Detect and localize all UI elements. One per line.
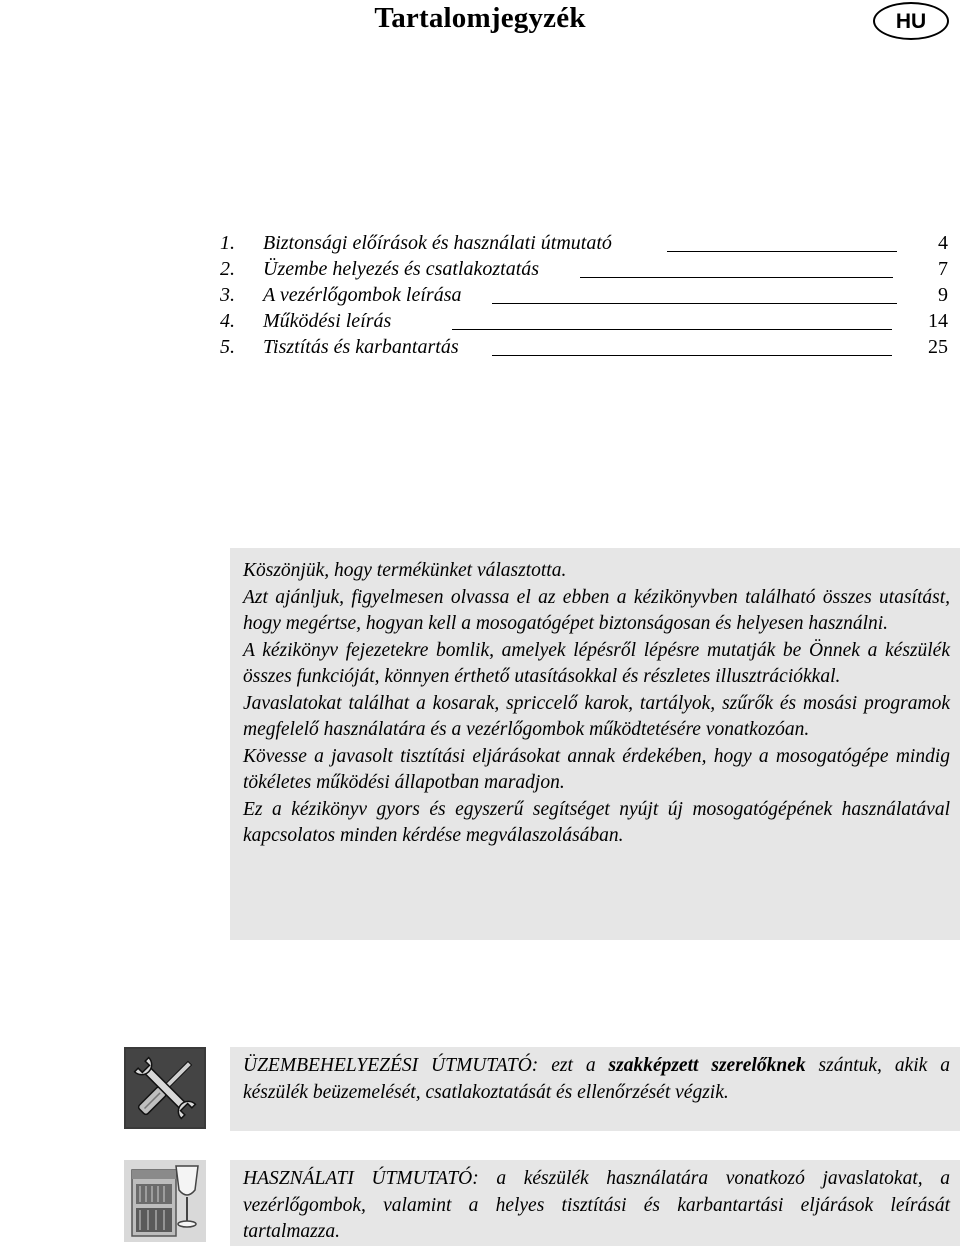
intro-paragraph: Javaslatokat találhat a kosarak, spriccelő karok, tartályok, szűrők és mosási programok megfelelő használatára és a vezérlőgombok működtetésére vonatkozóan.	[243, 692, 950, 740]
toc-item[interactable]	[220, 256, 960, 282]
intro-paragraph: A kézikönyv fejezetekre bomlik, amelyek lépésről lépésre mutatják be Önnek a készülék összes funkcióját, könnyen érthető utasításokkal és részletes illusztrációkkal.	[243, 639, 950, 687]
toc-label: Biztonsági előírások és használati útmutató	[263, 232, 612, 254]
toc-page-number: 7	[938, 258, 948, 280]
toc-number: 5.	[220, 336, 235, 358]
toc-number: 4.	[220, 310, 235, 332]
toc-leader-line	[492, 303, 897, 304]
toc-label: Működési leírás	[263, 310, 392, 332]
toc-number: 3.	[220, 284, 235, 306]
toc-page-number: 9	[938, 284, 948, 306]
installation-notice-lead: ÜZEMBEHELYEZÉSI ÚTMUTATÓ: ezt a	[243, 1055, 609, 1076]
toc-leader-line	[492, 355, 892, 356]
intro-paragraph: Köszönjük, hogy termékünket választotta.	[243, 560, 567, 581]
intro-paragraph: Ez a kézikönyv gyors és egyszerű segítséget nyújt új mosogatógépének használatával kapcsolatos minden kérdése megválaszolásában.	[243, 798, 950, 846]
installation-notice-rest: szántuk, akik a készülék beüzemelését, csatlakoztatását és ellenőrzését végzik.	[243, 1055, 951, 1103]
toc-page-number: 14	[928, 310, 948, 332]
toc-page-number: 4	[938, 232, 948, 254]
intro-paragraph: Kövesse a javasolt tisztítási eljárásokat annak érdekében, hogy a mosogatógépe mindig tökéletes működési állapotban maradjon.	[243, 745, 950, 793]
toc-page-number: 25	[928, 336, 948, 358]
toc-number: 2.	[220, 258, 235, 280]
installation-notice	[230, 1047, 960, 1131]
usage-notice: HASZNÁLATI ÚTMUTATÓ: a készülék használatára vonatkozó javaslatokat, a vezérlőgombok, valamint a helyes tisztítási és karbantartási eljárások leírását tartalmazza.	[230, 1160, 960, 1246]
installation-notice-emphasis: szakképzett szerelőknek	[608, 1055, 806, 1076]
toc-item[interactable]	[220, 308, 960, 334]
toc-item[interactable]	[220, 334, 960, 360]
tools-icon	[124, 1047, 206, 1129]
language-badge: HU	[873, 2, 949, 40]
intro-paragraph: Azt ajánljuk, figyelmesen olvassa el az ebben a kézikönyvben található összes utasítást, hogy megértse, hogyan kell a mosogatógépet biztonságosan és helyesen használni.	[243, 586, 950, 634]
toc-leader-line	[667, 251, 897, 252]
toc-leader-line	[452, 329, 892, 330]
toc-label: Üzembe helyezés és csatlakoztatás	[263, 258, 540, 280]
toc-number: 1.	[220, 232, 235, 254]
toc-item[interactable]	[220, 230, 960, 256]
toc-item[interactable]	[220, 282, 960, 308]
toc-label: Tisztítás és karbantartás	[263, 336, 459, 358]
page-title: Tartalomjegyzék	[374, 2, 586, 34]
toc-label: A vezérlőgombok leírása	[263, 284, 462, 306]
toc-leader-line	[580, 277, 893, 278]
dishwasher-icon	[124, 1160, 206, 1242]
intro-box	[230, 548, 960, 940]
